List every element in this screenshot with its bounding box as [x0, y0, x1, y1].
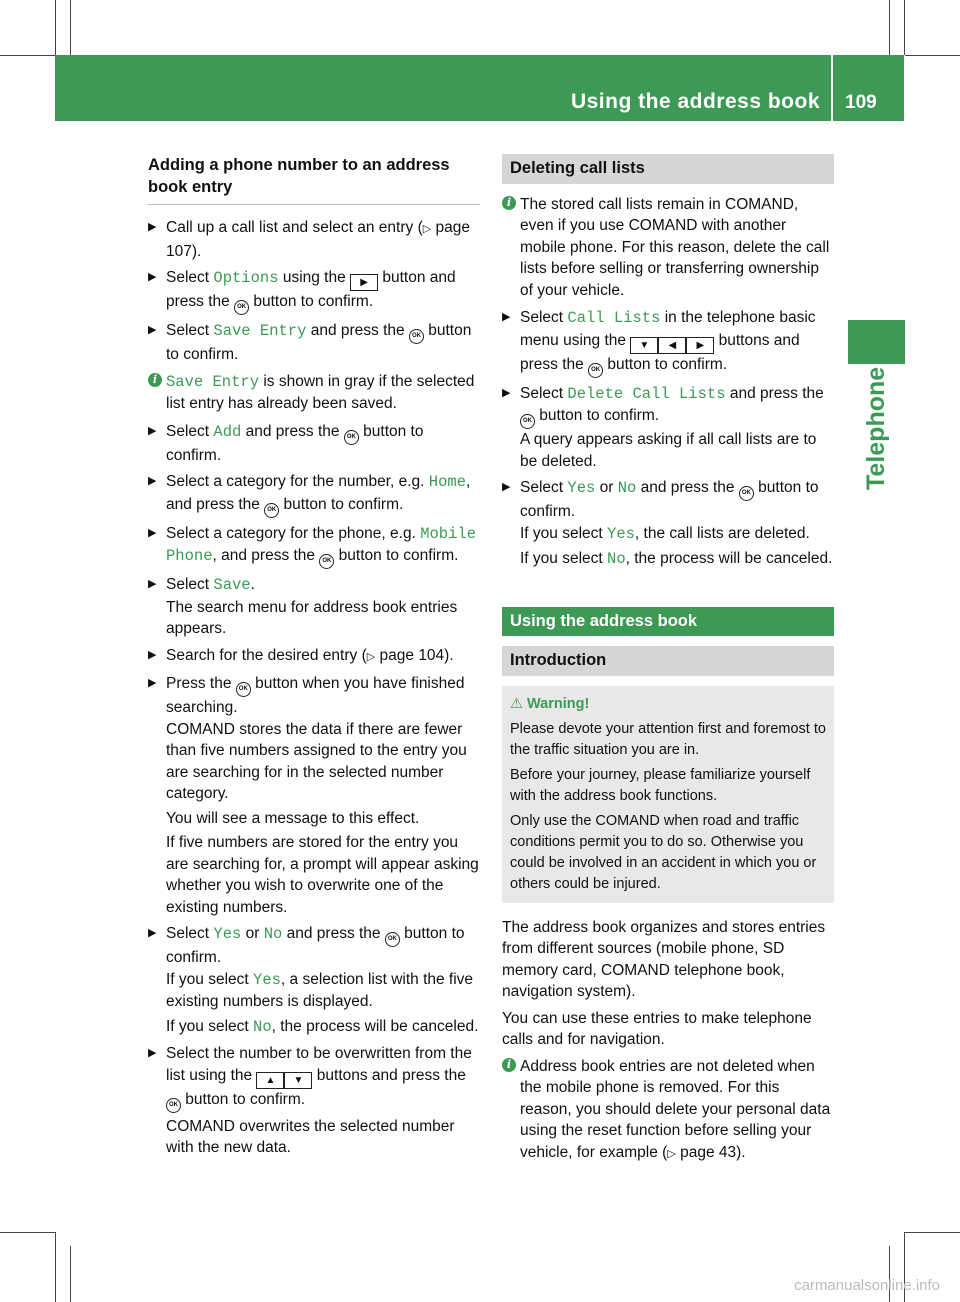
info-icon: i [148, 373, 162, 387]
text: Select the number to be overwritten from the list using the [166, 1045, 472, 1084]
text: Select [166, 422, 214, 440]
text: A query appears asking if all call lists are to be deleted. [520, 431, 817, 470]
step-item [148, 320, 480, 366]
crop-mark [905, 1232, 960, 1233]
text: button to confirm. [166, 422, 424, 464]
step-arrow-icon: ▶ [148, 221, 157, 233]
step-arrow-icon: ▶ [148, 526, 157, 539]
text: page 43). [675, 1143, 746, 1161]
step-item [148, 267, 480, 315]
down-button-icon: ▼ [284, 1072, 312, 1089]
info-note [502, 194, 834, 302]
text: button to confirm. [279, 495, 404, 513]
warning-box [502, 686, 834, 903]
step-item [148, 523, 480, 570]
info-note [148, 371, 480, 415]
right-column [502, 154, 834, 1171]
chapter-heading: Using the address book [502, 607, 834, 637]
step-arrow-icon: ▶ [148, 324, 157, 336]
step-item [148, 421, 480, 467]
text: button to confirm. [535, 407, 660, 424]
text: If you select [166, 970, 254, 988]
menu-option: Save Entry [213, 322, 307, 340]
text: button to confirm. [334, 547, 459, 564]
text: , and press the [166, 473, 471, 513]
text: and press the [241, 422, 344, 440]
ok-button-icon: OK [409, 329, 424, 344]
menu-option: No [607, 550, 626, 568]
ok-button-icon: OK [520, 414, 535, 429]
menu-option: Call Lists [567, 309, 661, 327]
crop-mark [0, 1232, 55, 1233]
crop-mark [0, 55, 55, 56]
up-button-icon: ▲ [256, 1072, 284, 1089]
text: buttons and press the [312, 1066, 466, 1084]
step-item [148, 923, 480, 1038]
text: Call up a call list and select an entry ( [166, 219, 423, 236]
text: Search for the desired entry ( [166, 646, 367, 664]
watermark[interactable]: carmanualsonline.info [794, 1277, 940, 1294]
menu-option: Delete Call Lists [567, 384, 726, 403]
text: If you select [520, 550, 608, 567]
text: button to confirm. [181, 1090, 306, 1108]
text: button and press the [166, 269, 456, 310]
text: page 107). [166, 219, 470, 260]
step-arrow-icon: ▶ [148, 271, 157, 283]
text: is shown in gray if the selected list entry has already been saved. [166, 372, 475, 412]
text: and press the [725, 384, 824, 402]
ok-button-icon: OK [166, 1098, 181, 1113]
step-item [148, 1043, 480, 1159]
text: COMAND overwrites the selected number with the new data. [166, 1117, 455, 1156]
text: , a selection list with the five existing numbers is displayed. [166, 970, 474, 1010]
text: Select a category for the number, e.g. [166, 473, 429, 490]
text: , the call lists are deleted. [634, 524, 810, 542]
text: The search menu for address book entries appears. [166, 598, 458, 637]
menu-option: Save Entry [166, 372, 260, 391]
text: Please devote your attention first and foremost to the traffic situation you are in. [510, 720, 826, 758]
text: You will see a message to this effect. [166, 809, 420, 827]
menu-option: Yes [607, 524, 635, 543]
crop-mark [905, 55, 960, 56]
text: Select a category for the phone, e.g. [166, 524, 421, 542]
crop-mark [904, 0, 905, 55]
text: Select [520, 479, 568, 496]
section-tab [848, 320, 905, 364]
step-arrow-icon: ▶ [148, 475, 157, 487]
section-heading: Introduction [502, 646, 834, 676]
header-divider [831, 55, 833, 121]
ok-button-icon: OK [236, 682, 251, 697]
menu-option: Home [428, 473, 467, 491]
crop-mark [55, 1232, 56, 1302]
section-label: Telephone [862, 366, 890, 490]
text: button to confirm. [249, 293, 374, 310]
down-button-icon: ▼ [630, 337, 658, 354]
text: buttons and press the [520, 331, 800, 373]
ok-button-icon: OK [739, 486, 754, 501]
left-column [148, 154, 480, 1164]
menu-option: Options [213, 269, 279, 287]
text: Select [166, 576, 214, 593]
step-arrow-icon: ▶ [148, 424, 157, 437]
text: Address book entries are not deleted when the mobile phone is removed. For this reason, you should delete your personal data using the reset function before selling your vehicle, for example ( [520, 1057, 831, 1161]
info-icon: i [502, 1058, 516, 1072]
text: and press the [636, 479, 739, 496]
step-arrow-icon: ▶ [502, 311, 511, 323]
crop-mark [70, 1246, 71, 1302]
text: You can use these entries to make telephone calls and for navigation. [502, 1009, 812, 1048]
text: button when you have finished searching. [166, 675, 465, 716]
text: or [241, 925, 264, 942]
text: If you select [520, 524, 608, 542]
step-item [502, 477, 834, 571]
ok-button-icon: OK [234, 300, 249, 315]
menu-option: Yes [567, 479, 596, 497]
step-item [148, 645, 480, 669]
right-button-icon: ▶ [686, 337, 714, 354]
text: , the process will be canceled. [271, 1017, 479, 1035]
text: Press the [166, 675, 236, 692]
page-title: Using the address book [570, 90, 820, 113]
text: button to confirm. [520, 479, 819, 520]
step-arrow-icon: ▶ [148, 677, 157, 689]
text: , and press the [212, 547, 320, 564]
section-heading: Deleting call lists [502, 154, 834, 184]
menu-option: Yes [213, 925, 242, 943]
text: Select [166, 269, 214, 286]
step-item [502, 307, 834, 378]
text: The address book organizes and stores entries from different sources (mobile phone, SD memory card, COMAND telephone book, navigation system). [502, 918, 826, 1000]
crop-mark [889, 0, 890, 55]
step-arrow-icon: ▶ [502, 481, 511, 493]
text: . [250, 576, 255, 593]
page-ref-icon: ▷ [422, 223, 432, 235]
text: COMAND stores the data if there are fewer than five numbers assigned to the entry you are searching for in the selected number category. [166, 720, 467, 802]
text: and press the [282, 925, 385, 942]
step-item [148, 471, 480, 518]
info-note [502, 1056, 834, 1166]
ok-button-icon: OK [588, 363, 603, 378]
text: Select [520, 384, 568, 402]
ok-button-icon: OK [319, 554, 334, 569]
text: Warning! [527, 695, 590, 712]
page-number: 109 [845, 92, 877, 113]
text: button to confirm. [166, 925, 465, 966]
text: and press the [306, 322, 409, 339]
page-ref-icon: ▷ [366, 650, 376, 663]
crop-mark [55, 0, 56, 55]
step-item [148, 574, 480, 640]
text: The stored call lists remain in COMAND, even if you use COMAND with another mobile phone. For this reason, delete the call lists before selling or transferring ownership of your vehicle. [520, 195, 830, 299]
info-icon: i [502, 196, 516, 210]
menu-option: No [617, 479, 637, 497]
menu-option: Save [213, 576, 251, 594]
left-button-icon: ◀ [658, 337, 686, 354]
text: Only use the COMAND when road and traffic conditions permit you to do so. Otherwise you could be involved in an accident in which you or others could be injured. [510, 812, 817, 892]
warning-title [510, 694, 826, 715]
page-ref-icon: ▷ [667, 1147, 676, 1160]
text: in the telephone basic menu using the [520, 309, 816, 349]
step-arrow-icon: ▶ [148, 648, 157, 661]
text: , the process will be canceled. [625, 550, 833, 567]
ok-button-icon: OK [344, 430, 359, 445]
text: button to confirm. [166, 322, 472, 363]
step-item [148, 673, 480, 918]
step-arrow-icon: ▶ [148, 578, 157, 590]
text: Select [520, 309, 568, 326]
ok-button-icon: OK [264, 503, 279, 518]
step-arrow-icon: ▶ [502, 386, 511, 399]
menu-option: No [263, 925, 283, 943]
text: button to confirm. [603, 355, 728, 373]
menu-option: Add [213, 422, 242, 441]
menu-option: Mobile Phone [166, 524, 477, 565]
right-button-icon: ▶ [350, 274, 378, 291]
section-heading: Adding a phone number to an address book entry [148, 154, 480, 205]
step-arrow-icon: ▶ [148, 927, 157, 939]
text: using the [278, 269, 351, 286]
step-item [148, 217, 480, 262]
text: Select [166, 925, 214, 942]
ok-button-icon: OK [385, 932, 400, 947]
menu-option: Yes [253, 970, 281, 989]
step-arrow-icon: ▶ [148, 1047, 157, 1059]
text: If you select [166, 1017, 254, 1035]
text: page 104). [375, 646, 454, 664]
crop-mark [70, 0, 71, 55]
text: If five numbers are stored for the entry you are searching for, a prompt will appear asking whether you wish to overwrite one of the existing numbers. [166, 834, 479, 916]
menu-option: No [253, 1017, 272, 1036]
text: or [595, 479, 618, 496]
step-item [502, 383, 834, 473]
warning-icon: ⚠ [510, 695, 523, 712]
text: Select [166, 322, 214, 339]
text: Before your journey, please familiarize yourself with the address book functions. [510, 766, 811, 804]
